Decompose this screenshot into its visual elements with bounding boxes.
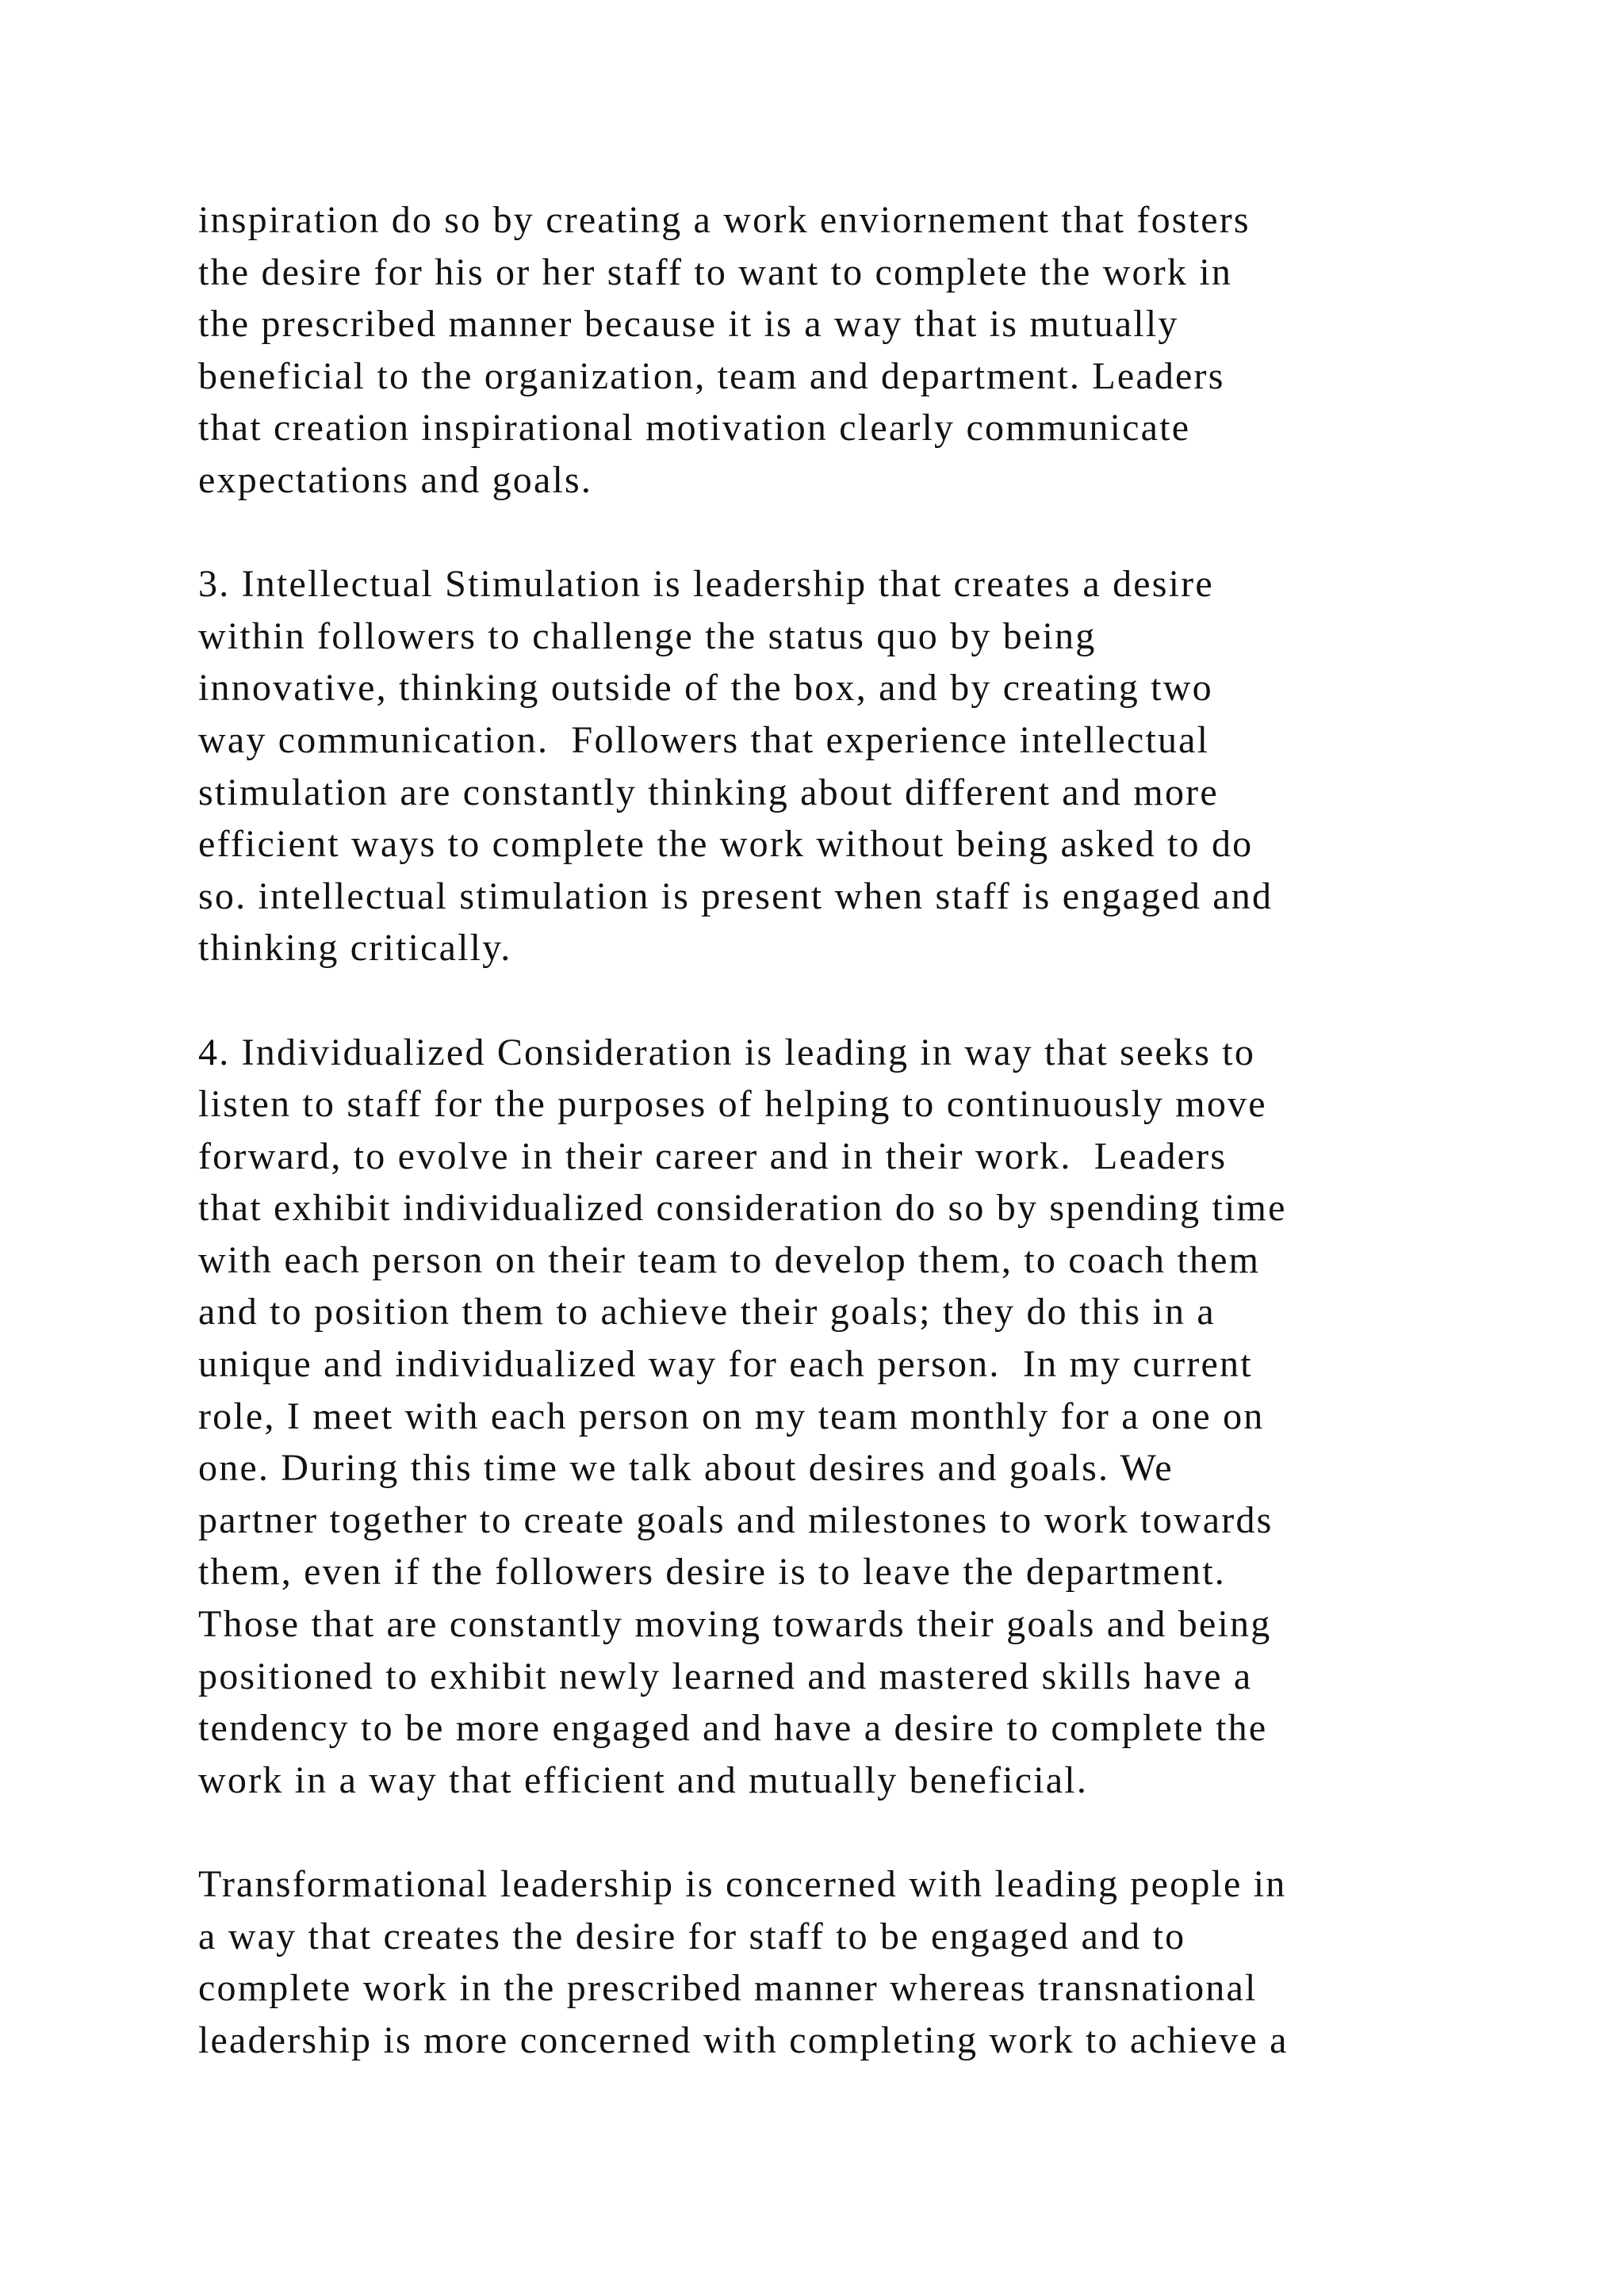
paragraph-spacer [198,1806,1467,1858]
text-line: the desire for his or her staff to want to complete the work in [198,251,1233,293]
text-line: positioned to exhibit newly learned and mastered skills have a [198,1655,1253,1697]
text-line: one. During this time we talk about desires and goals. We [198,1447,1174,1490]
text-line: tendency to be more engaged and have a desire to complete the [198,1707,1268,1750]
text-line: so. intellectual stimulation is present when staff is engaged and [198,874,1274,917]
paragraph-individualized-consideration [198,1027,1467,1807]
text-line: inspiration do so by creating a work enviornement that fosters [198,199,1251,241]
paragraph-spacer [198,507,1467,559]
text-line: that exhibit individualized consideration do so by spending time [198,1187,1287,1230]
text-line: beneficial to the organization, team and department. Leaders [198,354,1225,397]
text-line: with each person on their team to develop them, to coach them [198,1238,1261,1281]
paragraph-transformational-vs-transactional [198,1858,1467,2066]
text-line: them, even if the followers desire is to leave the department. [198,1551,1226,1594]
text-line: forward, to evolve in their career and in their work. Leaders [198,1135,1228,1177]
paragraph-intellectual-stimulation [198,558,1467,974]
text-line: 4. Individualized Consideration is leading in way that seeks to [198,1031,1256,1073]
text-line: work in a way that efficient and mutually beneficial. [198,1758,1089,1801]
text-line: efficient ways to complete the work without being asked to do [198,823,1254,866]
text-line: way communication. Followers that experience intellectual [198,718,1210,761]
text-line: within followers to challenge the status quo by being [198,614,1097,657]
document-body [198,194,1467,2066]
text-line: 3. Intellectual Stimulation is leadership that creates a desire [198,563,1214,606]
text-line: thinking critically. [198,927,512,970]
text-line: the prescribed manner because it is a way that is mutually [198,303,1179,346]
text-line: partner together to create goals and milestones to work towards [198,1498,1274,1541]
text-line: role, I meet with each person on my team monthly for a one on [198,1395,1265,1437]
paragraph-spacer [198,974,1467,1027]
paragraph-inspirational-motivation [198,194,1467,507]
text-line: stimulation are constantly thinking about different and more [198,771,1219,813]
text-line: Those that are constantly moving towards their goals and being [198,1603,1272,1646]
text-line: listen to staff for the purposes of helping to continuously move [198,1083,1267,1126]
text-line: that creation inspirational motivation clearly communicate [198,407,1191,450]
text-line: leadership is more concerned with completing work to achieve a [198,2019,1289,2061]
text-line: complete work in the prescribed manner whereas transnational [198,1967,1258,2010]
text-line: Transformational leadership is concerned with leading people in [198,1863,1287,1905]
text-line: expectations and goals. [198,458,593,501]
text-line: unique and individualized way for each person. In my current [198,1343,1253,1386]
text-line: innovative, thinking outside of the box, and by creating two [198,667,1213,710]
text-line: a way that creates the desire for staff to be engaged and to [198,1915,1186,1957]
text-line: and to position them to achieve their goals; they do this in a [198,1291,1216,1334]
